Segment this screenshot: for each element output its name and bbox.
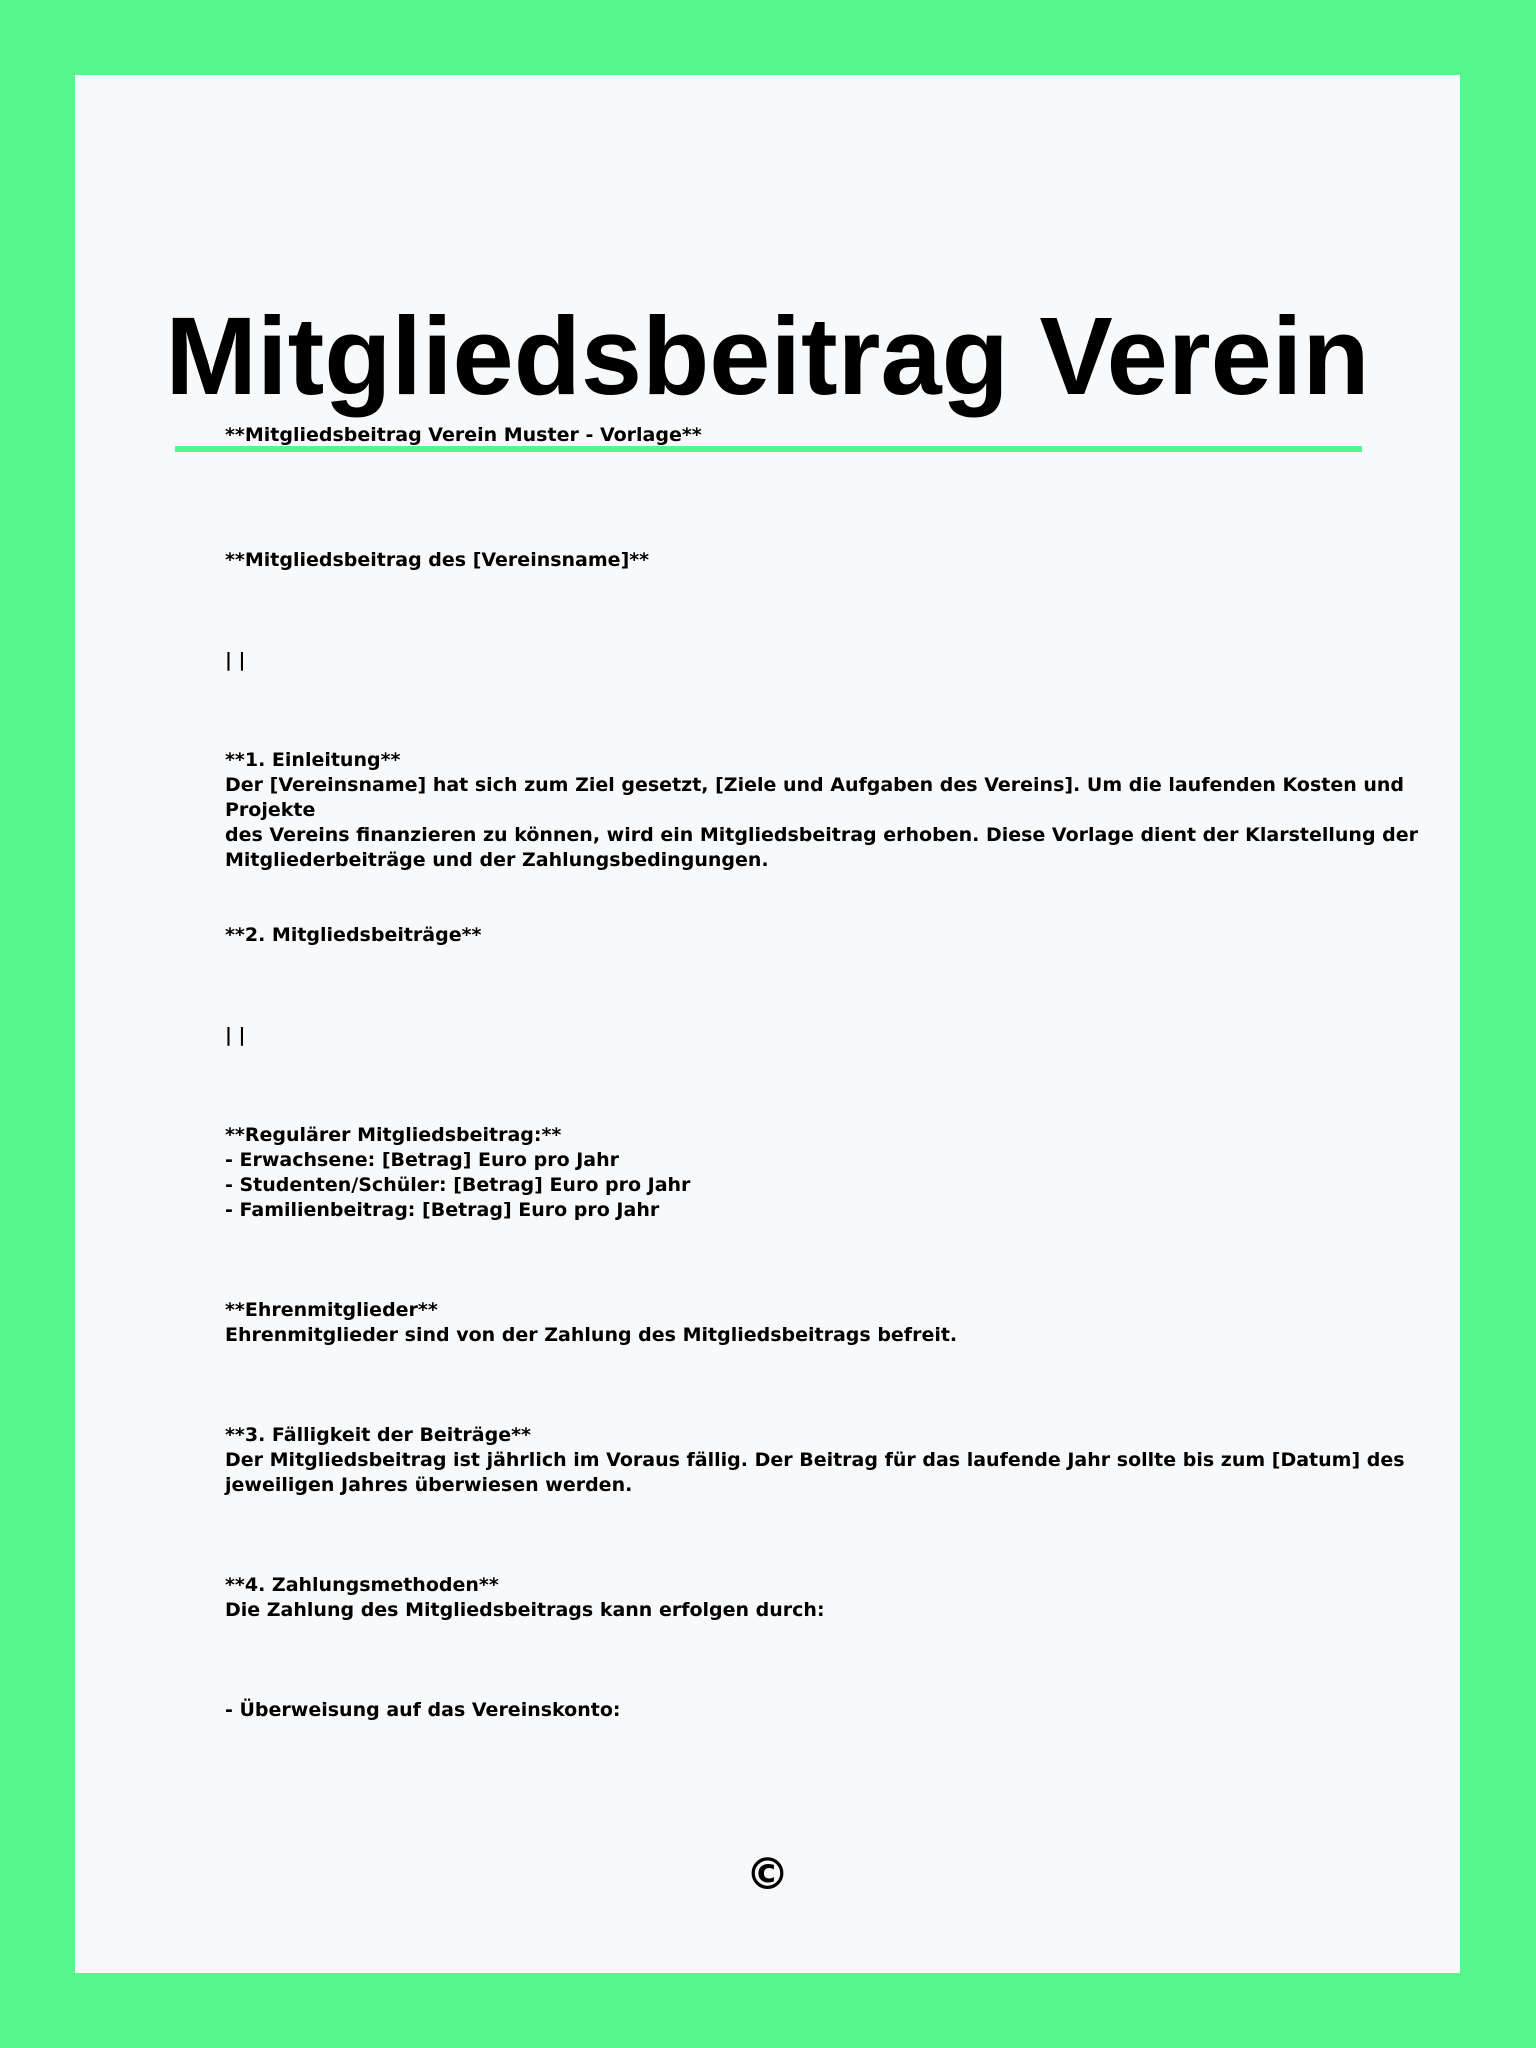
paragraph-regular-fees: **Regulärer Mitgliedsbeitrag:** - Erwachsene: [Betrag] Euro pro Jahr - Studenten/Schüler: [Betrag] Euro pro Jahr - Familienbeitrag: [Betrag] Euro pro Jahr (225, 1124, 691, 1221)
paragraph-due-date: **3. Fälligkeit der Beiträge** Der Mitgliedsbeitrag ist jährlich im Voraus fällig. Der Beitrag für das laufende Jahr sollte bis zum [Datum] des jeweiligen Jahres überwiesen werden. (225, 1424, 1405, 1496)
paragraph-template-heading: **Mitgliedsbeitrag Verein Muster - Vorlage** (225, 424, 702, 446)
copyright-symbol: © (745, 1849, 790, 1900)
paragraph-club-heading: **Mitgliedsbeitrag des [Vereinsname]** (225, 549, 650, 571)
paragraph-separator-2: | | (225, 1024, 246, 1046)
document-page (75, 75, 1460, 1973)
paragraph-payment-methods: **4. Zahlungsmethoden** Die Zahlung des Mitgliedsbeitrags kann erfolgen durch: (225, 1574, 825, 1621)
paragraph-introduction: **1. Einleitung** Der [Vereinsname] hat sich zum Ziel gesetzt, [Ziele und Aufgaben des Vereins]. Um die laufenden Kosten und Projekte des Vereins finanzieren zu können, wird ein Mitgliedsbeitrag erhoben. Diese Vorlage dient der Klarstellung der Mitgliederbeiträge und der Zahlungsbedingungen. (225, 749, 1419, 871)
paragraph-honorary-members: **Ehrenmitglieder** Ehrenmitglieder sind von der Zahlung des Mitgliedsbeitrags befreit. (225, 1299, 958, 1346)
paragraph-separator-1: | | (225, 649, 246, 671)
paragraph-fees-heading: **2. Mitgliedsbeiträge** (225, 924, 482, 946)
paragraph-bank-transfer: - Überweisung auf das Vereinskonto: (225, 1699, 621, 1721)
document-title: Mitgliedsbeitrag Verein (165, 295, 1370, 418)
